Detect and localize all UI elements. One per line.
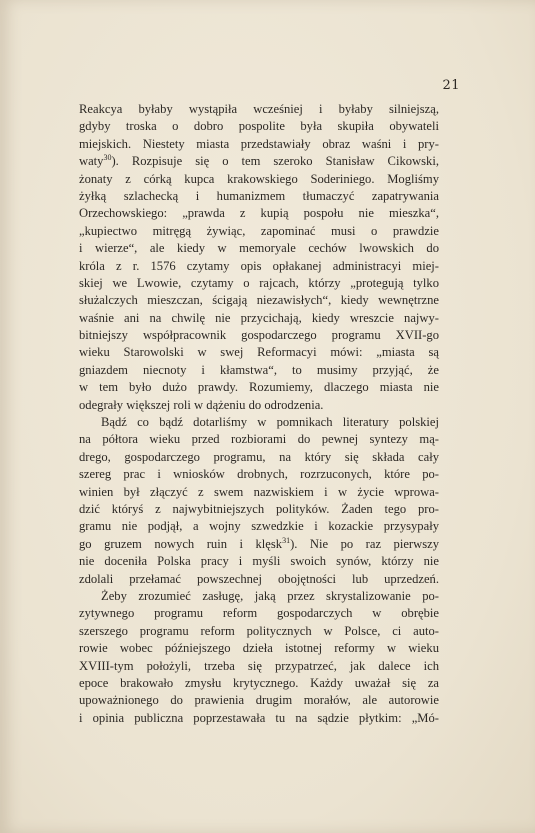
text-line (79, 310, 439, 327)
text-line (79, 553, 439, 570)
text-line (79, 101, 439, 118)
text-line (79, 240, 439, 257)
text-line-content: służalczych mieszczan, ścigają niezawisłych“, kiedy wewnętrzne (79, 293, 439, 308)
text-line-content: Żeby zrozumieć zasługę, jaką przez skrystalizowanie po- (101, 588, 439, 603)
text-line-content: i opinia publiczna poprzestawała tu na sądzie płytkim: „Mó- (79, 710, 439, 725)
text-line-content: w tem było dużo prawdy. Rozumiemy, dlaczego miasta nie (79, 380, 439, 395)
text-line (79, 344, 439, 361)
text-line (79, 710, 439, 727)
text-line-content: gniazdem niecnoty i kłamstwa“, to musimy przyjąć, że (79, 362, 439, 377)
text-line (79, 379, 439, 396)
text-line (79, 692, 439, 709)
text-line-content: winien był złączyć z swem nazwiskiem i w życie wprowa- (79, 484, 439, 499)
text-line (79, 640, 439, 657)
text-line-content: szerszego programu reform politycznych w Polsce, ci auto- (79, 623, 439, 638)
text-line (79, 658, 439, 675)
text-line-content: wieku Starowolski w swej Reformacyi mówi: „miasta są (79, 345, 439, 360)
text-line (79, 118, 439, 135)
text-line (79, 605, 439, 622)
text-line-content: króla z r. 1576 czytamy opis opłakanej administracyi miej- (79, 258, 439, 273)
text-line-content: rowie wobec późniejszego dzieła istotnej reformy w wieku (79, 641, 439, 656)
text-line-content: dzić któryś z najwybitniejszych polityków. Żaden tego pro- (79, 501, 439, 516)
text-line-content: miejskich. Niestety miasta przedstawiały obraz waśni i pry- (79, 136, 439, 151)
text-line-content: nie doceniła Polska pracy i myśli swoich synów, którzy nie (79, 554, 439, 569)
text-line (79, 588, 439, 605)
text-line-content: na półtora wieku przed rozbiorami do pewnej syntezy mą- (79, 432, 439, 447)
text-line (79, 536, 439, 553)
text-line-content: bitniejszy współpracownik gospodarczego programu XVII-go (79, 328, 439, 343)
text-line-content: zytywnego programu reform gospodarczych w obrębie (79, 606, 439, 621)
text-line-content: go gruzem nowych ruin i klęsk (79, 536, 283, 551)
text-line (79, 414, 439, 431)
text-line-content: gramu nie podjął, a wojny szwedzkie i kozackie przysypały (79, 519, 439, 534)
page-number: 21 (442, 78, 460, 93)
text-line-content: waty (79, 154, 104, 169)
text-line-content: skiej we Lwowie, czytamy o rajcach, którzy „protegują tylko (79, 275, 439, 290)
text-line-continuation: ). Nie po raz pierwszy (290, 536, 439, 551)
text-line (79, 153, 439, 170)
text-line-content: epoce brakowało zmysłu krytycznego. Każdy uważał się za (79, 675, 439, 690)
text-line (79, 205, 439, 222)
text-line-content: upoważnionego do prawienia drugim morałów, ale autorowie (79, 693, 439, 708)
text-line-content: waśnie ani na chwilę nie przycichają, kiedy wreszcie najwy- (79, 310, 439, 325)
text-line-content: żonaty z córką kupca krakowskiego Soderiniego. Mogliśmy (79, 171, 439, 186)
text-line-content: drego, gospodarczego programu, na który się składa cały (79, 449, 439, 464)
text-line (79, 171, 439, 188)
text-line-content: XVIII-tym położyli, trzeba się przypatrzeć, jak dalece ich (79, 658, 439, 673)
text-line (79, 327, 439, 344)
text-line (79, 292, 439, 309)
body-text (79, 101, 439, 727)
text-line-content: Reakcya byłaby wystąpiła wcześniej i byłaby silniejszą, (79, 102, 439, 116)
text-line (79, 501, 439, 518)
text-line-content: zdolali przełamać powszechnej obojętności lub uprzedzeń. (79, 571, 439, 586)
text-line (79, 275, 439, 292)
text-line (79, 623, 439, 640)
text-line (79, 362, 439, 379)
text-line-content: szereg prac i wniosków drobnych, rozrzuconych, które po- (79, 467, 439, 482)
text-line (79, 571, 439, 588)
text-line-content: żyłką szlachecką i humanizmem tłumaczyć zapatrywania (79, 188, 439, 203)
text-line (79, 431, 439, 448)
text-line-content: odegrały większej roli w dążeniu do odrodzenia. (79, 397, 324, 412)
text-line (79, 518, 439, 535)
text-line (79, 223, 439, 240)
text-line (79, 397, 439, 414)
footnote-marker[interactable]: 31 (282, 535, 291, 545)
text-line-content: Orzechowskiego: „prawda z kupią pospołu nie mieszka“, (79, 206, 439, 221)
footnote-marker[interactable]: 30 (103, 152, 112, 162)
text-line-content: gdyby troska o dobro pospolite była skupiła obywateli (79, 119, 439, 134)
text-line (79, 136, 439, 153)
text-line-content: Bądź co bądź dotarliśmy w pomnikach literatury polskiej (101, 415, 439, 430)
text-line-continuation: ). Rozpisuje się o tem szeroko Stanisław Cikowski, (111, 154, 439, 169)
text-line (79, 188, 439, 205)
text-line (79, 484, 439, 501)
text-line (79, 466, 439, 483)
text-line (79, 258, 439, 275)
text-line-content: i wierze“, ale kiedy w memoryale cechów lwowskich do (79, 241, 439, 256)
text-line-content: „kupiectwo mitręgą żywiąc, zapominać musi o prawdzie (79, 223, 439, 238)
text-line (79, 675, 439, 692)
text-line (79, 449, 439, 466)
